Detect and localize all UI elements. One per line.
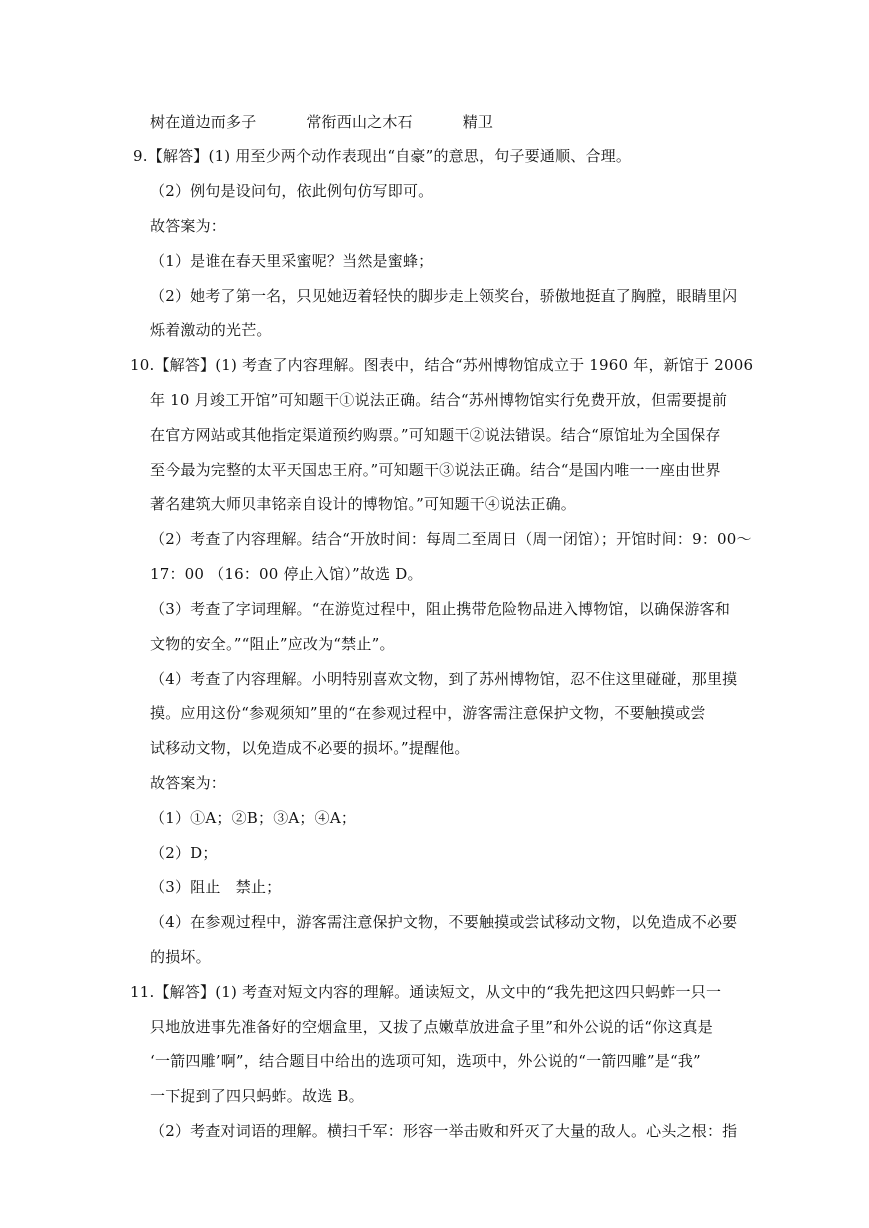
q10-answer-4-cont: 的损坏。 <box>150 948 211 966</box>
q10-answer-3: （3）阻止 禁止； <box>150 878 282 896</box>
q10-part3-cont: 文物的安全。”“阻止”应改为“禁止”。 <box>150 635 395 653</box>
q10-part4-cont: 摸。应用这份“参观须知”里的“在参观过程中，游客需注意保护文物，不要触摸或尝 <box>150 704 706 722</box>
q11-text-line: 一下捉到了四只蚂蚱。故选 B。 <box>150 1087 364 1105</box>
q11-text-line: ‘一箭四雕’啊”，结合题目中给出的选项可知，选项中，外公说的“一箭四雕”是“我” <box>150 1052 701 1070</box>
q10-heading: 10.【解答】(1) 考查了内容理解。图表中，结合“苏州博物馆成立于 1960 年，新馆于 2006 <box>130 356 754 374</box>
answer-item-2: 常衔西山之木石 <box>306 113 413 131</box>
q9-answer-label: 故答案为： <box>150 217 227 235</box>
q10-answer-4: （4）在参观过程中，游客需注意保护文物，不要触摸或尝试移动文物，以免造成不必要 <box>150 913 738 931</box>
q10-text-line: 至今最为完整的太平天国忠王府。”可知题干③说法正确。结合“是国内唯一一座由世界 <box>150 461 721 479</box>
q11-part2: （2）考查对词语的理解。横扫千军：形容一举击败和歼灭了大量的敌人。心头之根：指 <box>150 1122 738 1140</box>
q10-part4-cont: 试移动文物，以免造成不必要的损坏。”提醒他。 <box>150 739 470 757</box>
q11-text-line: 只地放进事先准备好的空烟盒里，又拔了点嫩草放进盒子里”和外公说的话“你这真是 <box>150 1018 713 1036</box>
q10-part4: （4）考查了内容理解。小明特别喜欢文物，到了苏州博物馆，忍不住这里碰碰，那里摸 <box>150 670 738 688</box>
q10-text-line: 在官方网站或其他指定渠道预约购票。”可知题干②说法错误。结合“原馆址为全国保存 <box>150 426 721 444</box>
q10-answer-2: （2）D； <box>150 844 218 862</box>
q10-part2-cont: 17：00 （16：00 停止入馆）”故选 D。 <box>150 565 423 583</box>
q9-part2-note: （2）例句是设问句，依此例句仿写即可。 <box>150 182 434 200</box>
q9-heading: 9.【解答】(1) 用至少两个动作表现出“自豪”的意思，句子要通顺、合理。 <box>133 147 632 165</box>
q9-answer-2: （2）她考了第一名，只见她迈着轻快的脚步走上领奖台，骄傲地挺直了胸膛，眼睛里闪 <box>150 287 738 305</box>
q10-text-line: 著名建筑大师贝聿铭亲自设计的博物馆。”可知题干④说法正确。 <box>150 495 576 513</box>
q10-answer-label: 故答案为： <box>150 774 227 792</box>
q9-answer-2-cont: 烁着激动的光芒。 <box>150 321 272 339</box>
q10-text-line: 年 10 月竣工开馆”可知题干①说法正确。结合“苏州博物馆实行免费开放，但需要提前 <box>150 391 728 409</box>
q11-heading: 11.【解答】(1) 考查对短文内容的理解。通读短文，从文中的“我先把这四只蚂蚱一只一 <box>130 983 722 1001</box>
answer-item-1: 树在道边而多子 <box>150 113 257 131</box>
answer-item-3: 精卫 <box>462 113 494 131</box>
answer-row-8 <box>150 112 493 132</box>
q10-answer-1: （1）①A；②B；③A；④A； <box>150 809 357 827</box>
q9-answer-1: （1）是谁在春天里采蜜呢？当然是蜜蜂； <box>150 252 434 270</box>
q10-part3: （3）考查了字词理解。“在游览过程中，阻止携带危险物品进入博物馆，以确保游客和 <box>150 600 731 618</box>
q10-part2: （2）考查了内容理解。结合“开放时间：每周二至周日（周一闭馆）；开馆时间：9：00～ <box>150 530 752 548</box>
